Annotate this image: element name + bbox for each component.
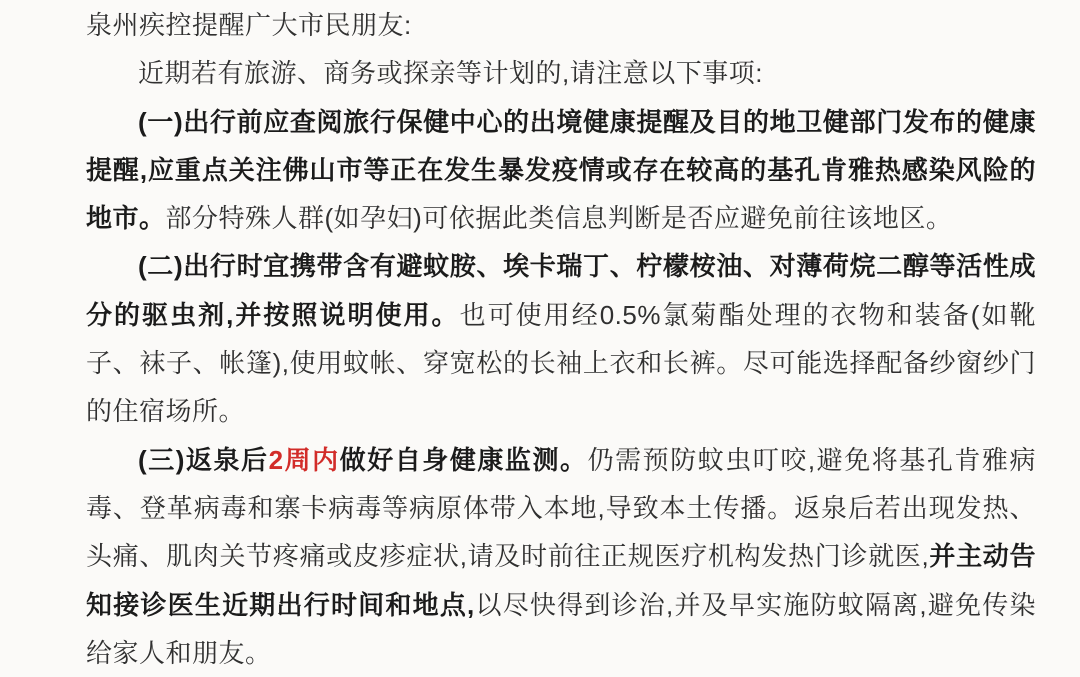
intro-line xyxy=(86,49,1036,97)
advice-3-highlight-text: 2周内 xyxy=(268,444,340,475)
intro-text: 近期若有旅游、商务或探亲等计划的,请注意以下事项: xyxy=(138,58,763,89)
advice-1-emphasized-text: (一)出行前应查阅旅行保健中心的出境健康提醒及目的地卫健部门发布的健康提醒,应重点关注佛山市等正在发生暴发疫情或存在较高的基孔肯雅热感染风险的地市。 xyxy=(86,106,1036,234)
advice-item-3 xyxy=(86,436,1036,677)
advice-3-emphasized-text-tail: 做好自身健康监测。 xyxy=(339,444,588,475)
advice-item-1 xyxy=(86,98,1036,243)
advice-2-normal-text: 也可使用经0.5%氯菊酯处理的衣物和装备(如靴子、袜子、帐篷),使用蚊帐、穿宽松的长袖上衣和长裤。尽可能选择配备纱窗纱门的住宿场所。 xyxy=(86,299,1037,427)
greeting-text: 泉州疾控提醒广大市民朋友: xyxy=(86,10,412,40)
advice-2-emphasized-text: (二)出行时宜携带含有避蚊胺、埃卡瑞丁、柠檬桉油、对薄荷烷二醇等活性成分的驱虫剂,并按照说明使用。 xyxy=(86,251,1036,330)
advice-3-emphasized-text-lead: (三)返泉后 xyxy=(138,444,269,475)
advice-3-emphasized-text-notify: 并主动告知接诊医生近期出行时间和地点, xyxy=(86,541,1036,620)
greeting-line xyxy=(86,1,1036,49)
advice-3-normal-text-1: 仍需预防蚊虫叮咬,避免将基孔肯雅病毒、登革病毒和寨卡病毒等病原体带入本地,导致本土传播。返泉后若出现发热、头痛、肌肉关节疼痛或皮疹症状,请及时前往正规医疗机构发热门诊就医, xyxy=(86,444,1036,572)
advice-1-normal-text: 部分特殊人群(如孕妇)可依据此类信息判断是否应避免前往该地区。 xyxy=(165,203,953,234)
advice-3-normal-text-2: 以尽快得到诊治,并及早实施防蚊隔离,避免传染给家人和朋友。 xyxy=(86,589,1036,668)
advice-item-2 xyxy=(86,242,1036,435)
